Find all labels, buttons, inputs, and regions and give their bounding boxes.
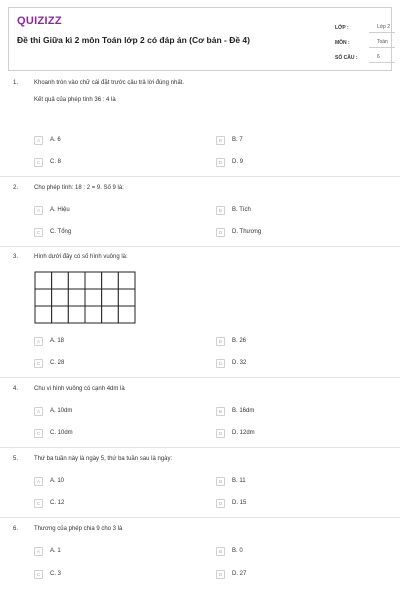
question-text: Kết quả của phép tính 36 : 4 là bbox=[34, 97, 116, 103]
option-text: C. 12 bbox=[50, 500, 65, 506]
option-letter-box[interactable]: D bbox=[216, 158, 225, 167]
question-number: 6. bbox=[13, 526, 19, 532]
answer-option-d[interactable] bbox=[216, 428, 255, 438]
option-text: A. 6 bbox=[50, 137, 61, 143]
option-text: D. 32 bbox=[232, 360, 247, 366]
square-grid-svg bbox=[34, 271, 136, 324]
question-number: 2. bbox=[13, 185, 19, 191]
option-letter-box[interactable]: C bbox=[34, 429, 43, 438]
grid-cell bbox=[68, 272, 85, 289]
option-letter-box[interactable]: A bbox=[34, 206, 43, 215]
option-text: D. 12dm bbox=[232, 430, 255, 436]
grid-cell bbox=[35, 289, 52, 306]
option-letter-box[interactable]: C bbox=[34, 228, 43, 237]
answer-option-d[interactable] bbox=[216, 157, 243, 167]
option-letter-box[interactable]: B bbox=[216, 477, 225, 486]
grid-cell bbox=[52, 306, 69, 323]
option-text: D. 27 bbox=[232, 571, 247, 577]
question-number: 1. bbox=[13, 80, 19, 86]
question-number: 4. bbox=[13, 386, 19, 392]
answer-option-b[interactable] bbox=[216, 336, 246, 346]
question-divider bbox=[0, 447, 400, 448]
option-letter-box[interactable]: B bbox=[216, 547, 225, 556]
option-letter-box[interactable]: B bbox=[216, 337, 225, 346]
option-text: C. 8 bbox=[50, 159, 62, 165]
question-number: 3. bbox=[13, 254, 19, 260]
option-text: A. 18 bbox=[50, 338, 65, 344]
grid-cell bbox=[52, 289, 69, 306]
answer-option-c[interactable] bbox=[34, 358, 64, 368]
question-text: Cho phép tính: 18 : 2 = 9. Số 9 là: bbox=[34, 185, 124, 191]
option-letter-box[interactable]: D bbox=[216, 499, 225, 508]
option-letter-box[interactable]: D bbox=[216, 359, 225, 368]
question-text: Chu vi hình vuông có cạnh 4dm là bbox=[34, 386, 125, 392]
class-value: Lớp 2 bbox=[369, 24, 395, 33]
option-text: B. 26 bbox=[232, 338, 247, 344]
answer-option-c[interactable] bbox=[34, 498, 64, 508]
grid-cell bbox=[52, 272, 69, 289]
option-text: B. 11 bbox=[232, 478, 246, 484]
answer-option-c[interactable] bbox=[34, 569, 61, 579]
option-letter-box[interactable]: A bbox=[34, 477, 43, 486]
class-label: LỚP : bbox=[335, 25, 349, 31]
option-text: B. 0 bbox=[232, 548, 243, 554]
grid-cell bbox=[118, 272, 135, 289]
option-text: A. 10 bbox=[50, 478, 65, 484]
option-letter-box[interactable]: A bbox=[34, 547, 43, 556]
question-divider bbox=[0, 176, 400, 177]
option-letter-box[interactable]: B bbox=[216, 407, 225, 416]
grid-cell bbox=[85, 289, 102, 306]
grid-cell bbox=[85, 306, 102, 323]
option-letter-box[interactable]: D bbox=[216, 228, 225, 237]
option-text: B. 16dm bbox=[232, 408, 255, 414]
answer-option-d[interactable] bbox=[216, 358, 246, 368]
answer-option-b[interactable] bbox=[216, 546, 243, 556]
option-text: A. 1 bbox=[50, 548, 61, 554]
option-text: D. 15 bbox=[232, 500, 247, 506]
answer-option-a[interactable] bbox=[34, 546, 61, 556]
option-letter-box[interactable]: C bbox=[34, 158, 43, 167]
grid-cell bbox=[68, 306, 85, 323]
grid-cell bbox=[102, 272, 119, 289]
answer-option-a[interactable] bbox=[34, 205, 70, 215]
option-text: D. Thương bbox=[232, 229, 262, 235]
option-letter-box[interactable]: A bbox=[34, 136, 43, 145]
option-text: C. 28 bbox=[50, 360, 65, 366]
option-letter-box[interactable]: B bbox=[216, 136, 225, 145]
worksheet-header bbox=[8, 7, 392, 71]
question-instruction: Khoanh tròn vào chữ cái đặt trước câu trả lời đúng nhất. bbox=[34, 80, 184, 86]
option-text: B. 7 bbox=[232, 137, 243, 143]
answer-option-b[interactable] bbox=[216, 476, 246, 486]
option-text: C. Tổng bbox=[50, 229, 72, 235]
option-letter-box[interactable]: A bbox=[34, 407, 43, 416]
grid-cell bbox=[85, 272, 102, 289]
answer-option-b[interactable] bbox=[216, 205, 251, 215]
option-letter-box[interactable]: C bbox=[34, 570, 43, 579]
question-count-value: 6 bbox=[369, 54, 395, 63]
question-divider bbox=[0, 246, 400, 247]
option-text: A. Hiệu bbox=[50, 207, 70, 213]
question-count-label: SỐ CÂU : bbox=[335, 55, 358, 61]
answer-option-d[interactable] bbox=[216, 569, 246, 579]
answer-option-a[interactable] bbox=[34, 406, 72, 416]
quizizz-logo: QUIZIZZ bbox=[17, 15, 62, 27]
answer-option-a[interactable] bbox=[34, 336, 64, 346]
option-letter-box[interactable]: B bbox=[216, 206, 225, 215]
square-grid-figure bbox=[34, 271, 136, 324]
grid-cell bbox=[35, 272, 52, 289]
answer-option-c[interactable] bbox=[34, 157, 61, 167]
question-number: 5. bbox=[13, 456, 19, 462]
grid-cell bbox=[35, 306, 52, 323]
answer-option-d[interactable] bbox=[216, 498, 246, 508]
answer-option-c[interactable] bbox=[34, 227, 71, 237]
option-letter-box[interactable]: A bbox=[34, 337, 43, 346]
answer-option-a[interactable] bbox=[34, 135, 61, 145]
option-text: C. 3 bbox=[50, 571, 62, 577]
option-letter-box[interactable]: D bbox=[216, 570, 225, 579]
subject-label: MÔN : bbox=[335, 40, 350, 46]
option-letter-box[interactable]: D bbox=[216, 429, 225, 438]
worksheet-title: Đề thi Giữa kì 2 môn Toán lớp 2 có đáp án (Cơ bản - Đề 4) bbox=[17, 35, 250, 45]
answer-option-b[interactable] bbox=[216, 135, 243, 145]
option-text: D. 9 bbox=[232, 159, 244, 165]
option-text: B. Tích bbox=[232, 207, 251, 213]
grid-cell bbox=[68, 289, 85, 306]
grid-cell bbox=[102, 289, 119, 306]
subject-value: Toán bbox=[369, 39, 395, 48]
answer-option-d[interactable] bbox=[216, 227, 261, 237]
question-text: Thương của phép chia 9 cho 3 là bbox=[34, 526, 123, 532]
option-text: A. 10dm bbox=[50, 408, 73, 414]
option-text: C. 10dm bbox=[50, 430, 73, 436]
question-text: Hình dưới đây có số hình vuông là: bbox=[34, 254, 128, 260]
option-letter-box[interactable]: C bbox=[34, 499, 43, 508]
grid-cell bbox=[102, 306, 119, 323]
option-letter-box[interactable]: C bbox=[34, 359, 43, 368]
answer-option-b[interactable] bbox=[216, 406, 254, 416]
answer-option-a[interactable] bbox=[34, 476, 64, 486]
question-divider bbox=[0, 377, 400, 378]
answer-option-c[interactable] bbox=[34, 428, 73, 438]
grid-cell bbox=[118, 289, 135, 306]
question-text: Thứ ba tuần này là ngày 5, thứ ba tuần sau là ngày: bbox=[34, 456, 173, 462]
grid-cell bbox=[118, 306, 135, 323]
question-divider bbox=[0, 517, 400, 518]
